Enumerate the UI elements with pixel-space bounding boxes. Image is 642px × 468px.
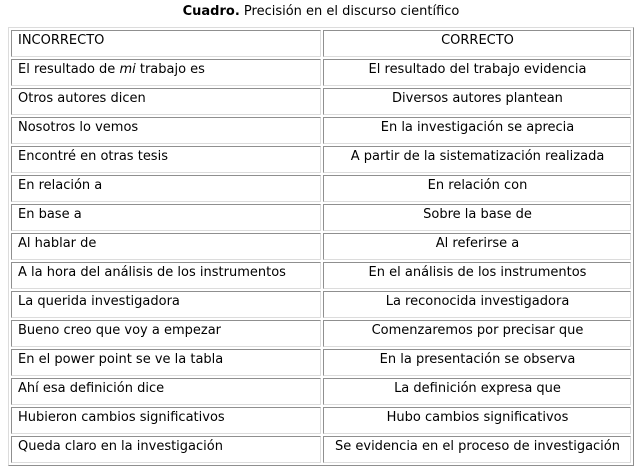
incorrecto-cell: En relación a	[11, 175, 321, 202]
correcto-cell: Hubo cambios significativos	[323, 407, 631, 434]
table-row	[11, 146, 631, 173]
incorrecto-cell: En base a	[11, 204, 321, 231]
table-row	[11, 320, 631, 347]
header-incorrecto: INCORRECTO	[11, 30, 321, 57]
incorrecto-cell: En el power point se ve la tabla	[11, 349, 321, 376]
correcto-cell: La reconocida investigadora	[323, 291, 631, 318]
correcto-cell: A partir de la sistematización realizada	[323, 146, 631, 173]
correcto-cell: En la presentación se observa	[323, 349, 631, 376]
incorrecto-cell	[11, 59, 321, 86]
table-header	[11, 30, 631, 57]
header-correcto: CORRECTO	[323, 30, 631, 57]
table-row	[11, 407, 631, 434]
incorrecto-cell: Hubieron cambios significativos	[11, 407, 321, 434]
table-row	[11, 349, 631, 376]
correcto-cell: Sobre la base de	[323, 204, 631, 231]
incorrecto-cell: Otros autores dicen	[11, 88, 321, 115]
incorrecto-cell: Encontré en otras tesis	[11, 146, 321, 173]
incorrecto-cell: Nosotros lo vemos	[11, 117, 321, 144]
table-row	[11, 175, 631, 202]
precision-table	[8, 27, 634, 466]
correcto-cell: En relación con	[323, 175, 631, 202]
correcto-cell: Diversos autores plantean	[323, 88, 631, 115]
table-row	[11, 436, 631, 463]
correcto-cell: Al referirse a	[323, 233, 631, 260]
correcto-cell: La definición expresa que	[323, 378, 631, 405]
caption-text: Precisión en el discurso científico	[239, 4, 460, 19]
table-row	[11, 262, 631, 289]
caption-label: Cuadro.	[182, 4, 240, 19]
cell-text: trabajo es	[135, 62, 205, 77]
table-row	[11, 204, 631, 231]
table-row	[11, 378, 631, 405]
header-row	[11, 30, 631, 57]
correcto-cell: En el análisis de los instrumentos	[323, 262, 631, 289]
incorrecto-cell: La querida investigadora	[11, 291, 321, 318]
emphasized-text: mi	[119, 62, 136, 77]
correcto-cell: Comenzaremos por precisar que	[323, 320, 631, 347]
incorrecto-cell: Al hablar de	[11, 233, 321, 260]
table-row	[11, 59, 631, 86]
table-row	[11, 291, 631, 318]
correcto-cell: El resultado del trabajo evidencia	[323, 59, 631, 86]
table-caption	[0, 0, 642, 20]
incorrecto-cell: Ahí esa definición dice	[11, 378, 321, 405]
table-row	[11, 117, 631, 144]
table-row	[11, 233, 631, 260]
table-row	[11, 88, 631, 115]
incorrecto-cell: Bueno creo que voy a empezar	[11, 320, 321, 347]
correcto-cell: Se evidencia en el proceso de investigación	[323, 436, 631, 463]
correcto-cell: En la investigación se aprecia	[323, 117, 631, 144]
cell-text: El resultado de	[18, 62, 120, 77]
incorrecto-cell: A la hora del análisis de los instrumentos	[11, 262, 321, 289]
incorrecto-cell: Queda claro en la investigación	[11, 436, 321, 463]
table-body	[11, 59, 631, 463]
